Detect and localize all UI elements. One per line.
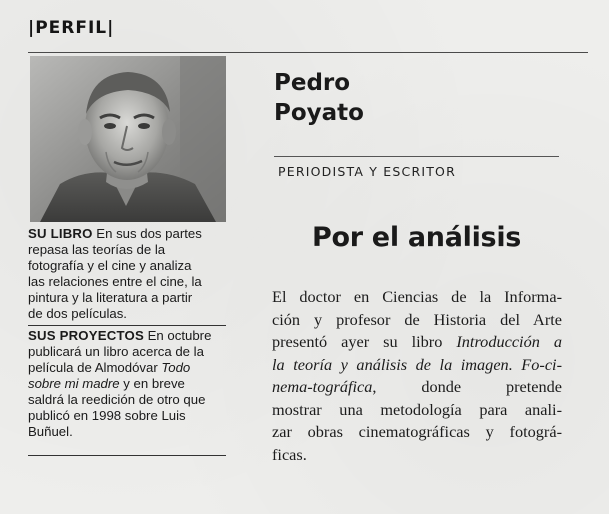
- libro-lead: SU LIBRO: [28, 226, 93, 241]
- body-line: ficas.: [272, 444, 307, 464]
- libro-line: las relaciones entre el cine, la: [28, 274, 202, 289]
- libro-line: pintura y la literatura a partir: [28, 290, 193, 305]
- proyectos-line: publicará un libro acerca de la: [28, 344, 204, 359]
- proyectos-line: En octubre: [147, 328, 212, 343]
- proyectos-line: Buñuel.: [28, 424, 73, 439]
- profile-name: [274, 68, 364, 128]
- body-line: [272, 354, 562, 377]
- proyectos-line: saldrá la reedición de otro que: [28, 392, 206, 407]
- profile-role: PERIODISTA Y ESCRITOR: [278, 164, 456, 179]
- portrait-photo: [30, 56, 226, 222]
- role-rule: [274, 156, 559, 157]
- last-name: Poyato: [274, 100, 364, 126]
- book-title: nema-tográfica: [272, 377, 373, 396]
- portrait-image: [30, 56, 226, 222]
- libro-line: En sus dos partes: [96, 226, 202, 241]
- proyectos-line: publicó en 1998 sobre Luis: [28, 408, 186, 423]
- section-tag: |PERFIL|: [28, 18, 115, 38]
- body-line: ción y profesor de Historia del Arte: [272, 309, 562, 329]
- book-title: Introducción a: [456, 332, 562, 351]
- sidebar-divider: [28, 325, 226, 326]
- body-line: nema-tográfica, donde pretende: [272, 377, 562, 396]
- libro-line: repasa las teorías de la: [28, 242, 166, 257]
- body-line: presentó ayer su libro Introducción a: [272, 332, 562, 351]
- libro-line: de dos películas.: [28, 306, 127, 321]
- article-headline: Por el análisis: [311, 222, 522, 253]
- proyectos-line: y en breve: [119, 376, 185, 391]
- proyectos-line: película de Almodóvar: [28, 360, 162, 375]
- sidebar-column: [28, 226, 226, 440]
- article-body: [272, 286, 562, 466]
- libro-line: fotografía y el cine y analiza: [28, 258, 192, 273]
- sidebar-libro: [28, 226, 226, 322]
- sidebar-bottom-rule: [28, 455, 226, 456]
- film-title: Todo: [161, 360, 191, 375]
- first-name: Pedro: [274, 70, 351, 96]
- book-title: la teoría y análisis de la imagen. Fo-ci-: [272, 354, 562, 374]
- proyectos-lead: SUS PROYECTOS: [28, 328, 144, 343]
- body-line: El doctor en Ciencias de la Informa-: [272, 287, 562, 306]
- top-rule: [28, 52, 588, 53]
- film-title: sobre mi madre: [28, 376, 120, 391]
- sidebar-proyectos: [28, 328, 226, 440]
- body-line: zar obras cinematográficas y fotográ-: [272, 422, 562, 441]
- body-line: mostrar una metodología para anali-: [272, 399, 562, 419]
